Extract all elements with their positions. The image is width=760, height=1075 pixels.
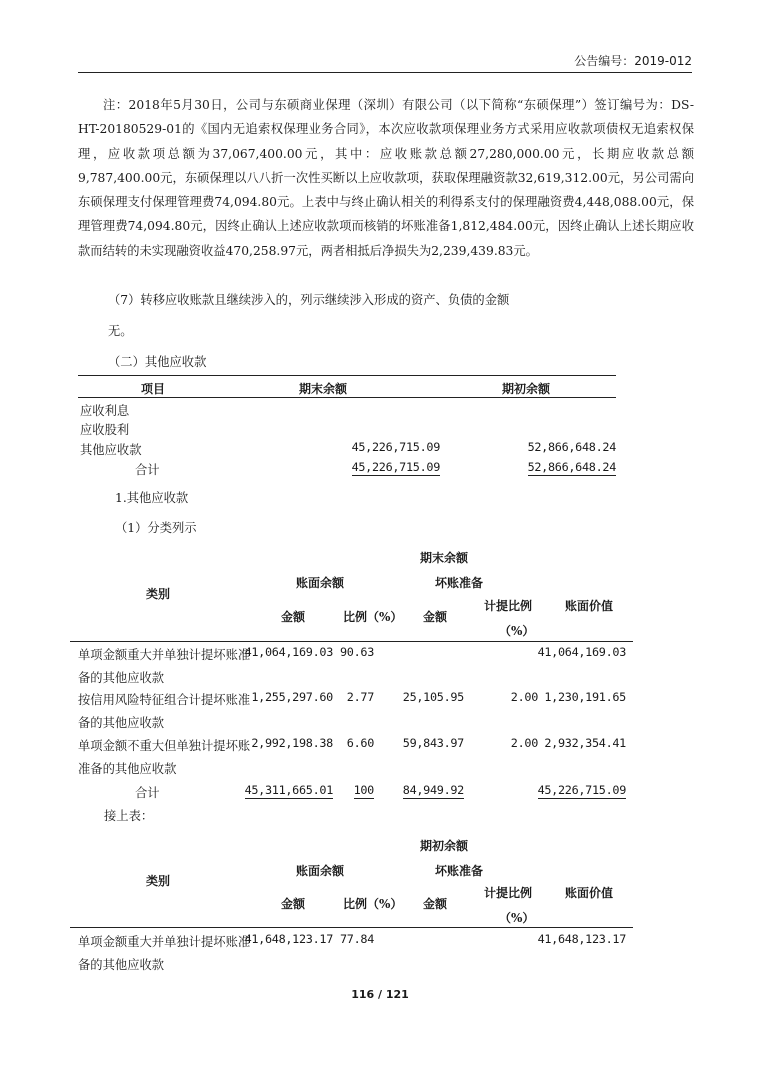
table1-total-ratio bbox=[354, 783, 374, 797]
table1-total-book-value-value: 45,226,715.09 bbox=[537, 783, 626, 797]
table1-row-label-cont: 备的其他应收款 bbox=[78, 671, 165, 685]
table1-row-bad: 59,843.97 bbox=[402, 736, 464, 750]
table1-book-value: 账面价值 bbox=[565, 599, 614, 613]
table1-row-provision: 2.00 bbox=[510, 690, 538, 704]
table1-provision-ratio-unit: （%） bbox=[499, 624, 535, 638]
table1-row-book-value: 2,932,354.41 bbox=[544, 736, 626, 750]
table1-row-book-value: 41,064,169.03 bbox=[537, 645, 626, 659]
header-divider bbox=[78, 72, 692, 73]
continued-label: 接上表： bbox=[104, 809, 154, 823]
table1-total-amount-value: 45,311,665.01 bbox=[244, 783, 333, 797]
table1-row-label: 单项金额不重大但单独计提坏账 bbox=[78, 739, 251, 753]
table0-total-begin bbox=[528, 460, 616, 474]
table2-amount: 金额 bbox=[281, 897, 306, 911]
table1-provision-ratio: 计提比例 bbox=[484, 599, 533, 613]
table2-bad-amount: 金额 bbox=[423, 897, 448, 911]
section7-content: 无。 bbox=[108, 324, 133, 338]
table2-row-book-value: 41,648,123.17 bbox=[537, 932, 626, 946]
table1-total-bad bbox=[403, 783, 464, 797]
table1-row-ratio: 6.60 bbox=[346, 736, 374, 750]
table1-row-label: 单项金额重大并单独计提坏账准 bbox=[78, 648, 251, 662]
table1-row-provision: 2.00 bbox=[510, 736, 538, 750]
table1-category: 类别 bbox=[146, 587, 171, 601]
table1-amount: 金额 bbox=[281, 610, 306, 624]
table2-ratio: 比例（%） bbox=[343, 897, 403, 911]
table1-ratio: 比例（%） bbox=[343, 610, 403, 624]
sub1-subtitle: （1）分类列示 bbox=[115, 521, 197, 535]
table2-period: 期初余额 bbox=[420, 839, 469, 853]
table2-bad-debt: 坏账准备 bbox=[435, 864, 484, 878]
table0-total-label: 合计 bbox=[135, 463, 160, 477]
table0-row-label: 其他应收款 bbox=[80, 443, 142, 457]
table1-row-amount: 2,992,198.38 bbox=[251, 736, 333, 750]
table1-bad-debt: 坏账准备 bbox=[435, 576, 484, 590]
notice-number: 公告编号：2019-012 bbox=[574, 54, 692, 68]
table1-total-bad-value: 84,949.92 bbox=[402, 783, 464, 797]
table1-row-book-value: 1,230,191.65 bbox=[544, 690, 626, 704]
table1-row-label-cont: 准备的其他应收款 bbox=[78, 762, 177, 776]
table1-header-rule bbox=[70, 641, 633, 642]
table1-total-ratio-value: 100 bbox=[353, 783, 374, 797]
table0-row-label: 应收股利 bbox=[80, 423, 130, 437]
table2-row-label: 单项金额重大并单独计提坏账准 bbox=[78, 935, 251, 949]
table1-row-ratio: 2.77 bbox=[346, 690, 374, 704]
table0-header-begin: 期初余额 bbox=[502, 382, 551, 396]
table1-book-balance: 账面余额 bbox=[296, 576, 345, 590]
table0-total-begin-value: 52,866,648.24 bbox=[527, 460, 616, 474]
table1-row-amount: 41,064,169.03 bbox=[244, 645, 333, 659]
table2-row-amount: 41,648,123.17 bbox=[244, 932, 333, 946]
table0-header-item: 项目 bbox=[141, 382, 166, 396]
table2-provision-ratio-unit: （%） bbox=[499, 911, 535, 925]
table2-category: 类别 bbox=[146, 874, 171, 888]
table1-row-label-cont: 备的其他应收款 bbox=[78, 716, 165, 730]
table2-provision-ratio: 计提比例 bbox=[484, 886, 533, 900]
table2-book-balance: 账面余额 bbox=[296, 864, 345, 878]
table1-total-label: 合计 bbox=[135, 786, 160, 800]
table0-header-end: 期末余额 bbox=[299, 382, 348, 396]
table1-bad-amount: 金额 bbox=[423, 610, 448, 624]
table2-header-rule bbox=[70, 927, 633, 928]
table2-row-label-cont: 备的其他应收款 bbox=[78, 958, 165, 972]
section7-title: （7）转移应收账款且继续涉入的，列示继续涉入形成的资产、负债的金额 bbox=[108, 293, 510, 307]
sub1-title: 1.其他应收款 bbox=[115, 491, 189, 505]
table0-header-rule bbox=[78, 397, 616, 398]
table0-row-begin: 52,866,648.24 bbox=[527, 440, 616, 454]
table0-row-end: 45,226,715.09 bbox=[351, 440, 440, 454]
table0-total-end bbox=[352, 460, 440, 474]
table1-period: 期末余额 bbox=[420, 551, 469, 565]
table1-total-book-value bbox=[538, 783, 626, 797]
note-paragraph: 注：2018年5月30日，公司与东硕商业保理（深圳）有限公司（以下简称“东硕保理”）签订编号为：DS-HT-20180529-01的《国内无追索权保理业务合同》，本次应收款项保理业务方式采用应收款项债权无追索权保理，应收款项总额为37,067,400.00元，其中：应收账款总额27,280,000.00元，长期应收款总额9,787,400.00元，东硕保理以八八折一次性买断以上应收款项，获取保理融资款32,619,312.00元，另公司需向东硕保理支付保理管理费74,094.80元。上表中与终止确认相关的利得系支付的保理融资费4,448,088.00元，保理管理费74,094.80元，因终止确认上述应收款项而核销的坏账准备1,812,484.00元，因终止确认上述长期应收款而结转的未实现融资收益470,258.97元，两者相抵后净损失为2,239,439.83元。 bbox=[78, 98, 694, 258]
table0-row-label: 应收利息 bbox=[80, 404, 130, 418]
table0-top-rule bbox=[78, 375, 616, 376]
table1-total-amount bbox=[245, 783, 333, 797]
table0-total-end-value: 45,226,715.09 bbox=[351, 460, 440, 474]
table2-book-value: 账面价值 bbox=[565, 886, 614, 900]
page-number: 116 / 121 bbox=[351, 988, 409, 1001]
section2-title: （二）其他应收款 bbox=[108, 355, 207, 369]
table2-row-ratio: 77.84 bbox=[339, 932, 374, 946]
table1-row-ratio: 90.63 bbox=[339, 645, 374, 659]
table1-row-label: 按信用风险特征组合计提坏账准 bbox=[78, 693, 251, 707]
table1-row-bad: 25,105.95 bbox=[402, 690, 464, 704]
table1-row-amount: 1,255,297.60 bbox=[251, 690, 333, 704]
